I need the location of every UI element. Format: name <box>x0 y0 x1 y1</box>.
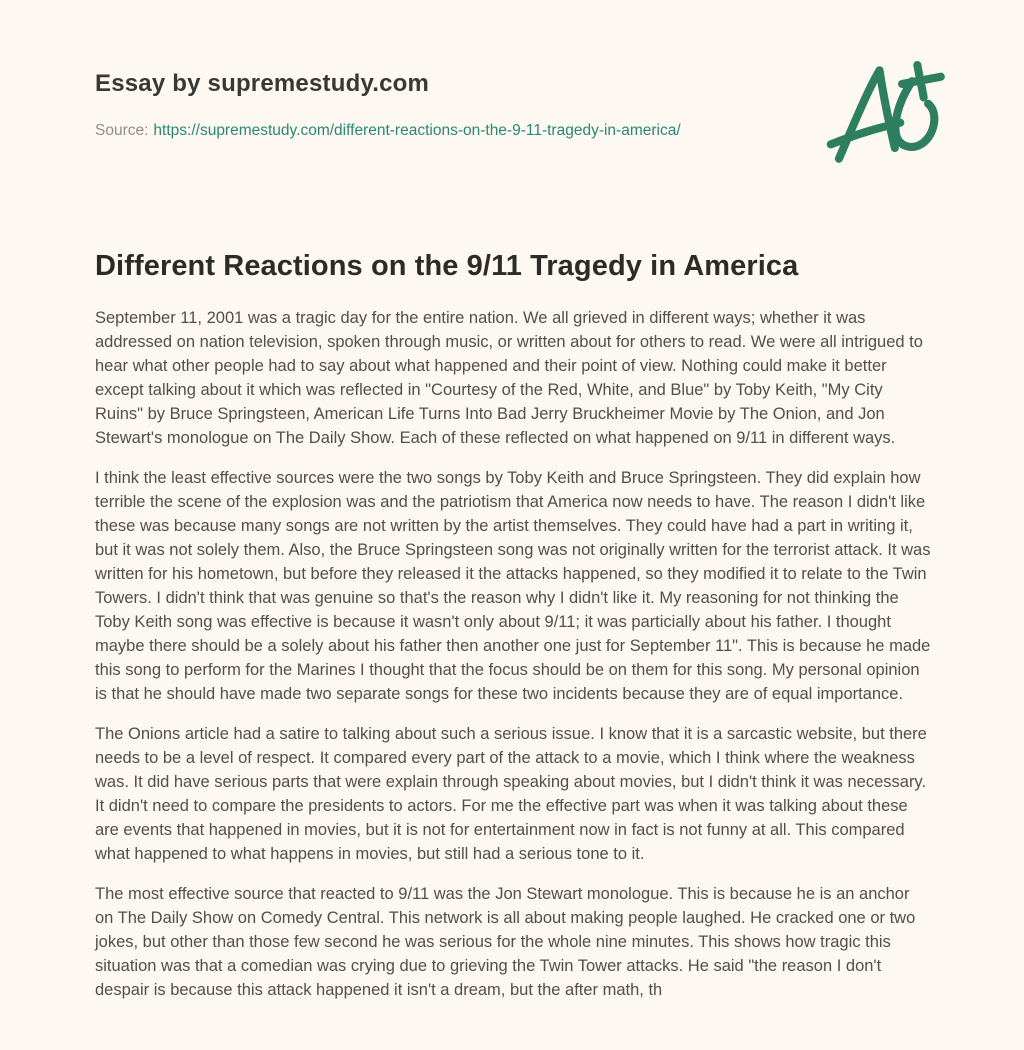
supremestudy-logo <box>823 56 945 166</box>
essay-content <box>95 250 931 1018</box>
source-label: Source: <box>95 122 149 139</box>
source-url-link[interactable]: https://supremestudy.com/different-reactions-on-the-9-11-tragedy-in-america/ <box>153 122 681 139</box>
essay-paragraph-4: The most effective source that reacted to 9/11 was the Jon Stewart monologue. This is because he is an anchor on The Daily Show on Comedy Central. This network is all about making people laughed. He cracked one or two jokes, but other than those few second he was serious for the whole nine minutes. This shows how tragic this situation was that a comedian was crying due to grieving the Twin Tower attacks. He said "the reason I don't despair is because this attack happened it isn't a dream, but the after math, th <box>95 885 916 999</box>
a-plus-logo-icon <box>823 56 945 166</box>
page-header-title: Essay by supremestudy.com <box>95 70 430 97</box>
essay-title: Different Reactions on the 9/11 Tragedy in America <box>95 250 799 282</box>
essay-paragraph-1: September 11, 2001 was a tragic day for the entire nation. We all grieved in different ways; whether it was addressed on nation television, spoken through music, or written about for others to read. We were all intrigued to hear what other people had to say about what happened and their point of view. Nothing could make it better except talking about it which was reflected in "Courtesy of the Red, White, and Blue" by Toby Keith, "My City Ruins" by Bruce Springsteen, American Life Turns Into Bad Jerry Bruckheimer Movie by The Onion, and Jon Stewart's monologue on The Daily Show. Each of these reflected on what happened on 9/11 in different ways. <box>95 309 923 447</box>
essay-paragraph-2: I think the least effective sources were the two songs by Toby Keith and Bruce Springsteen. They did explain how terrible the scene of the explosion was and the patriotism that America now needs to have. The reason I didn't like these was because many songs are not written by the artist themselves. They could have had a part in writing it, but it was not solely them. Also, the Bruce Springsteen song was not originally written for the terrorist attack. It was written for his hometown, but before they released it the attacks happened, so they modified it to relate to the Twin Towers. I didn't think that was genuine so that's the reason why I didn't like it. My reasoning for not thinking the Toby Keith song was effective is because it wasn't only about 9/11; it was particially about his father. I thought maybe there should be a solely about his father then another one just for September 11". This is because he made this song to perform for the Marines I thought that the focus should be on them for this song. My personal opinion is that he should have made two separate songs for these two incidents because they are of equal importance. <box>95 469 931 703</box>
essay-paragraph-3: The Onions article had a satire to talking about such a serious issue. I know that it is a sarcastic website, but there needs to be a level of respect. It compared every part of the attack to a movie, which I think where the weakness was. It did have serious parts that were explain through speaking about movies, but I didn't think it was necessary. It didn't need to compare the presidents to actors. For me the effective part was when it was talking about these are events that happened in movies, but it is not for entertainment now in fact is not funny at all. This compared what happened to what happens in movies, but still had a serious tone to it. <box>95 725 927 863</box>
source-line <box>95 122 681 140</box>
